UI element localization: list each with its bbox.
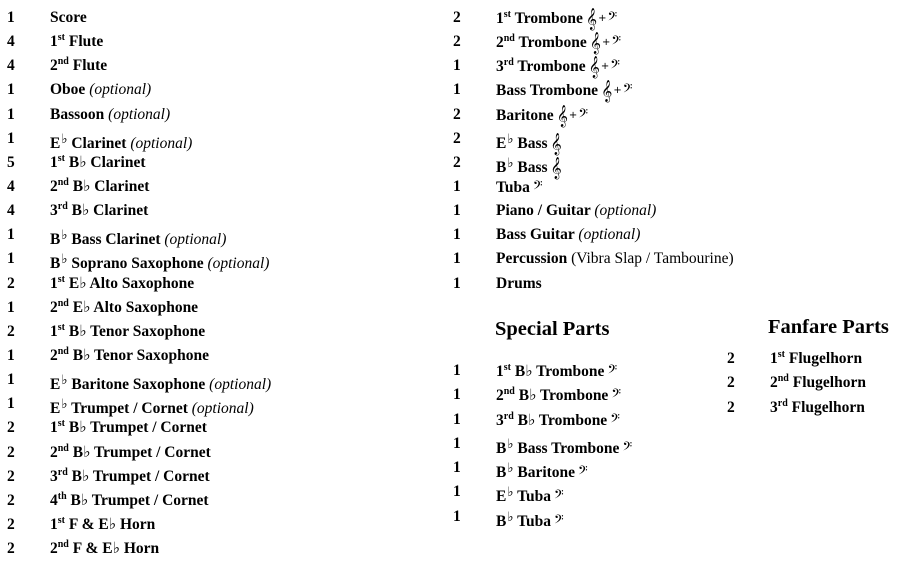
part-name-rest: Bass Trombone	[513, 439, 620, 457]
optional-note: (optional)	[594, 202, 657, 220]
part-name-text: 3	[496, 58, 504, 76]
part-quantity: 2	[7, 419, 15, 437]
part-quantity: 4	[7, 57, 15, 75]
part-name-text: B	[496, 512, 507, 530]
special-parts-list	[453, 359, 713, 529]
part-name	[50, 103, 170, 127]
part-name-rest: B♭ Tenor Saxophone	[68, 346, 209, 364]
part-row	[453, 272, 893, 296]
part-name-text: 2	[50, 346, 58, 364]
part-quantity: 2	[7, 491, 15, 509]
part-name-text: 1	[496, 363, 504, 380]
part-row	[7, 175, 447, 199]
part-quantity: 1	[453, 57, 461, 75]
ordinal-suffix: nd	[503, 386, 515, 398]
part-row	[7, 416, 447, 440]
part-name-rest: Trombone	[513, 58, 586, 76]
optional-note: (optional)	[191, 400, 254, 418]
part-quantity: 1	[7, 81, 15, 99]
part-name-text: 1	[50, 153, 58, 171]
part-name-text: Percussion	[496, 250, 572, 268]
part-name-text: 2	[496, 387, 504, 405]
part-name-rest: Tuba	[513, 488, 551, 506]
part-name	[50, 199, 148, 223]
part-name	[770, 371, 866, 395]
part-quantity: 2	[727, 374, 735, 392]
part-name-rest: Flugelhorn	[787, 398, 865, 416]
part-quantity: 4	[7, 202, 15, 220]
part-row	[453, 383, 713, 407]
part-name	[50, 416, 207, 440]
part-row	[7, 320, 447, 344]
part-quantity: 1	[7, 226, 15, 244]
part-name-rest: Tuba	[513, 512, 551, 530]
part-row	[7, 127, 447, 151]
ordinal-suffix: nd	[57, 56, 69, 68]
flat-symbol: ♭	[61, 372, 68, 388]
part-name-text: 3	[50, 202, 58, 220]
part-name	[496, 199, 656, 223]
ordinal-suffix: nd	[57, 442, 69, 454]
part-name-text: 1	[770, 350, 778, 367]
ordinal-suffix: st	[57, 514, 65, 526]
part-quantity: 2	[727, 398, 735, 416]
part-name	[770, 396, 865, 420]
part-quantity: 1	[453, 177, 461, 195]
treble-clef-icon: 𝄞	[588, 56, 600, 79]
part-name-rest: Bass	[513, 134, 548, 152]
part-row	[453, 54, 893, 78]
part-name	[50, 151, 145, 175]
clef-icons	[554, 512, 564, 530]
part-quantity: 1	[453, 459, 461, 477]
clef-icons	[585, 8, 618, 30]
part-quantity: 1	[7, 371, 15, 389]
optional-note: (optional)	[207, 255, 270, 273]
part-quantity: 1	[7, 395, 15, 413]
part-name-text: 1	[50, 33, 58, 51]
part-quantity: 2	[453, 153, 461, 171]
ordinal-suffix: nd	[57, 345, 69, 357]
part-row	[7, 30, 447, 54]
part-name-rest: B♭ Trumpet / Cornet	[64, 419, 207, 437]
part-name	[496, 103, 588, 128]
flat-symbol: ♭	[61, 251, 68, 267]
part-row	[7, 392, 447, 416]
plus-sign: +	[598, 13, 607, 24]
part-name-text: Oboe	[50, 81, 90, 99]
part-name	[496, 272, 542, 296]
part-name-rest: E♭ Alto Saxophone	[68, 298, 199, 316]
part-name-text: Baritone	[496, 106, 554, 124]
part-name	[50, 296, 198, 320]
part-row	[7, 296, 447, 320]
part-name-text: 2	[50, 443, 58, 461]
flat-symbol: ♭	[507, 435, 514, 451]
flat-symbol: ♭	[61, 396, 68, 412]
part-name-rest: Flute	[68, 57, 108, 75]
part-name-rest: B♭ Tenor Saxophone	[64, 322, 206, 340]
ordinal-suffix: nd	[57, 538, 69, 550]
part-quantity: 4	[7, 177, 15, 195]
part-quantity: 1	[453, 386, 461, 404]
part-name-text: 2	[770, 374, 778, 392]
clef-icons	[588, 56, 620, 79]
part-name-text: 3	[770, 398, 778, 416]
part-name-text: Score	[50, 9, 87, 26]
ordinal-suffix: st	[57, 418, 65, 430]
part-name-rest: B♭ Trumpet / Cornet	[67, 467, 210, 485]
ordinal-suffix: st	[57, 321, 65, 333]
clef-icons	[601, 80, 633, 103]
ordinal-suffix: st	[503, 361, 511, 373]
part-quantity: 1	[453, 483, 461, 501]
part-name-text: 1	[496, 10, 504, 27]
part-row	[727, 371, 897, 395]
part-name	[50, 465, 210, 489]
part-quantity: 5	[7, 153, 15, 171]
flat-symbol: ♭	[507, 130, 514, 146]
treble-clef-icon: 𝄞	[550, 156, 562, 179]
part-row	[453, 505, 713, 529]
part-row	[7, 151, 447, 175]
part-name-text: 3	[50, 467, 58, 485]
plus-sign: +	[600, 61, 610, 73]
ordinal-suffix: st	[503, 8, 511, 20]
ordinal-suffix: rd	[57, 466, 68, 478]
part-row	[453, 199, 893, 223]
part-name-rest: B♭ Trumpet / Cornet	[66, 491, 209, 509]
plus-sign: +	[602, 37, 611, 49]
part-name-rest: B♭ Trombone	[513, 411, 608, 429]
ordinal-suffix: rd	[777, 397, 788, 409]
parts-list-column-2	[453, 6, 893, 296]
part-row	[7, 489, 447, 513]
part-name-rest: Trombone	[514, 34, 587, 52]
part-name-text: Piano / Guitar	[496, 202, 595, 220]
part-quantity: 1	[453, 434, 461, 452]
part-name-rest: Bass	[513, 158, 548, 176]
part-name-rest: E♭ Alto Saxophone	[64, 274, 195, 292]
optional-note: (optional)	[108, 105, 171, 123]
flat-symbol: ♭	[507, 154, 514, 170]
ordinal-suffix: rd	[503, 410, 514, 422]
clef-icons	[589, 32, 622, 55]
part-name-text: Bassoon	[50, 105, 109, 123]
part-quantity: 1	[453, 362, 461, 379]
treble-clef-icon: 𝄞	[556, 104, 568, 127]
part-name	[496, 6, 617, 31]
ordinal-suffix: nd	[503, 32, 515, 44]
part-row	[453, 103, 893, 127]
part-quantity: 2	[7, 322, 15, 340]
part-quantity: 2	[453, 105, 461, 123]
part-quantity: 2	[453, 9, 461, 26]
part-name	[50, 30, 103, 54]
bass-clef-icon: 𝄢	[578, 105, 588, 124]
ordinal-suffix: th	[57, 490, 67, 502]
part-name-rest: Flugelhorn	[784, 350, 863, 367]
part-row	[453, 432, 713, 456]
part-name	[50, 320, 205, 344]
flat-symbol: ♭	[507, 484, 514, 500]
part-name-text: B	[50, 231, 61, 249]
part-quantity: 2	[7, 540, 15, 558]
bass-clef-icon: 𝄢	[532, 177, 543, 196]
optional-note: (optional)	[130, 134, 193, 152]
part-name-text: 2	[50, 540, 58, 558]
part-name-rest: Soprano Saxophone	[67, 255, 208, 273]
part-quantity: 2	[453, 33, 461, 51]
optional-note: (optional)	[164, 231, 227, 249]
part-name-rest: B♭ Clarinet	[68, 177, 150, 195]
part-name-rest: F & E♭ Horn	[64, 515, 156, 533]
ordinal-suffix: nd	[57, 176, 69, 188]
optional-note: (optional)	[89, 81, 152, 99]
part-quantity: 1	[453, 274, 461, 292]
part-name-text: 2	[50, 177, 58, 195]
ordinal-suffix: rd	[57, 200, 68, 212]
part-row	[7, 272, 447, 296]
bass-clef-icon: 𝄢	[611, 33, 622, 52]
part-name-text: 4	[50, 491, 58, 509]
part-row	[7, 247, 447, 271]
clef-icons	[611, 386, 621, 404]
optional-note: (optional)	[578, 226, 641, 244]
part-name-text: 1	[50, 322, 58, 340]
part-row	[453, 30, 893, 54]
clef-icons	[554, 487, 564, 505]
part-detail: (Vibra Slap / Tambourine)	[571, 250, 734, 268]
part-name-rest: Trumpet / Cornet	[67, 400, 192, 418]
part-row	[7, 6, 447, 30]
part-name-rest: B♭ Trumpet / Cornet	[68, 443, 211, 461]
part-name-rest: B♭ Trombone	[514, 387, 609, 405]
part-name-rest: Baritone Saxophone	[67, 376, 210, 394]
treble-clef-icon: 𝄞	[585, 8, 598, 30]
treble-clef-icon: 𝄞	[589, 32, 602, 55]
part-name-text: E	[50, 400, 61, 418]
part-quantity: 1	[453, 226, 461, 244]
plus-sign: +	[613, 85, 622, 97]
bass-clef-icon: 𝄢	[611, 386, 621, 405]
part-name-text: B	[496, 464, 507, 482]
treble-clef-icon: 𝄞	[601, 80, 613, 103]
part-name-text: 3	[496, 411, 504, 429]
part-row	[7, 368, 447, 392]
part-row	[7, 223, 447, 247]
part-quantity: 2	[7, 515, 15, 533]
part-name	[50, 441, 211, 465]
part-quantity: 1	[7, 346, 15, 364]
ordinal-suffix: st	[777, 348, 785, 360]
part-quantity: 2	[727, 350, 735, 367]
part-row	[7, 54, 447, 78]
ordinal-suffix: st	[57, 273, 65, 285]
part-quantity: 2	[453, 129, 461, 147]
part-row	[7, 465, 447, 489]
bass-clef-icon: 𝄢	[554, 487, 564, 506]
flat-symbol: ♭	[507, 508, 514, 524]
part-row	[7, 537, 447, 561]
part-name-text: Bass Trombone	[496, 82, 599, 100]
part-name-text: Bass Guitar	[496, 226, 579, 244]
clef-icons	[550, 156, 562, 179]
part-name	[496, 505, 564, 534]
part-row	[453, 175, 893, 199]
part-name-rest: Flugelhorn	[788, 374, 866, 392]
clef-icons	[622, 439, 632, 457]
part-row	[7, 78, 447, 102]
part-row	[727, 396, 897, 420]
part-name-rest: Clarinet	[67, 134, 131, 152]
plus-sign: +	[568, 109, 578, 121]
flat-symbol: ♭	[61, 130, 68, 146]
part-row	[7, 199, 447, 223]
part-name	[496, 175, 543, 200]
part-quantity: 4	[7, 33, 15, 51]
clef-icons	[578, 463, 588, 481]
part-row	[453, 127, 893, 155]
clef-icons	[550, 132, 562, 155]
part-name	[496, 54, 620, 79]
part-row	[453, 247, 893, 271]
part-name	[496, 247, 734, 271]
treble-clef-icon: 𝄞	[550, 132, 562, 155]
part-quantity: 1	[453, 202, 461, 220]
fanfare-parts-heading: Fanfare Parts	[768, 316, 889, 338]
fanfare-parts-list	[727, 347, 897, 420]
ordinal-suffix: st	[57, 31, 65, 43]
part-quantity: 2	[7, 274, 15, 292]
part-name-text: Tuba	[496, 178, 530, 196]
part-name-text: B	[496, 158, 507, 176]
part-name-rest: B♭ Clarinet	[67, 202, 149, 220]
part-quantity: 1	[7, 250, 15, 268]
part-quantity: 1	[7, 129, 15, 147]
part-quantity: 1	[453, 81, 461, 99]
part-name-text: B	[50, 255, 61, 273]
part-name-text: 2	[50, 57, 58, 75]
part-name	[50, 175, 149, 199]
part-name	[50, 78, 151, 102]
part-name-rest: B♭ Clarinet	[64, 153, 146, 171]
part-name	[50, 272, 194, 296]
ordinal-suffix: nd	[57, 297, 69, 309]
ordinal-suffix: rd	[503, 57, 514, 69]
ordinal-suffix: nd	[777, 373, 789, 385]
part-name	[770, 347, 862, 371]
part-name-rest: Trombone	[510, 10, 583, 27]
part-row	[727, 347, 897, 371]
bass-clef-icon: 𝄢	[578, 463, 588, 482]
part-name-text: E	[50, 134, 61, 152]
bass-clef-icon: 𝄢	[622, 81, 633, 100]
part-name-rest: Flute	[64, 33, 104, 51]
part-name-text: E	[496, 488, 507, 506]
special-parts-heading: Special Parts	[495, 318, 610, 340]
part-name	[496, 408, 620, 433]
part-name-text: 1	[50, 419, 58, 437]
part-quantity: 1	[7, 298, 15, 316]
part-quantity: 1	[453, 507, 461, 525]
part-quantity: 1	[7, 105, 15, 123]
part-row	[7, 344, 447, 368]
part-name-rest: Baritone	[513, 464, 576, 482]
parts-list-column-1	[7, 6, 447, 561]
part-row	[453, 6, 893, 30]
bass-clef-icon: 𝄢	[607, 362, 618, 380]
part-quantity: 1	[7, 9, 15, 26]
part-name	[496, 359, 617, 384]
clef-icons	[610, 411, 620, 429]
part-row	[453, 78, 893, 102]
part-row	[453, 359, 713, 383]
part-name-text: E	[496, 134, 507, 152]
optional-note: (optional)	[209, 376, 272, 394]
part-row	[7, 441, 447, 465]
part-name	[50, 537, 159, 561]
bass-clef-icon: 𝄢	[554, 511, 564, 530]
part-name-rest: Bass Clarinet	[67, 231, 165, 249]
part-name-text: E	[50, 376, 61, 394]
bass-clef-icon: 𝄢	[607, 9, 618, 27]
part-name-text: 2	[50, 298, 58, 316]
part-quantity: 2	[7, 467, 15, 485]
bass-clef-icon: 𝄢	[610, 410, 620, 429]
part-name	[50, 6, 87, 30]
part-name	[50, 513, 155, 537]
part-name	[496, 223, 640, 247]
bass-clef-icon: 𝄢	[610, 57, 620, 76]
clef-icons	[607, 362, 617, 380]
part-name-text: 1	[50, 274, 58, 292]
flat-symbol: ♭	[61, 227, 68, 243]
flat-symbol: ♭	[507, 460, 514, 476]
bass-clef-icon: 𝄢	[622, 438, 633, 457]
part-name	[50, 54, 107, 78]
part-row	[453, 480, 713, 504]
part-quantity: 2	[7, 443, 15, 461]
part-quantity: 1	[453, 410, 461, 428]
part-row	[7, 103, 447, 127]
part-name	[496, 78, 632, 103]
clef-icons	[533, 178, 543, 196]
part-quantity: 1	[453, 250, 461, 268]
part-name	[496, 383, 621, 408]
part-name	[50, 344, 209, 368]
ordinal-suffix: st	[57, 152, 65, 164]
part-name-rest: B♭ Trombone	[510, 363, 605, 380]
part-name	[50, 489, 209, 513]
part-name-text: 1	[50, 515, 58, 533]
part-row	[453, 408, 713, 432]
clef-icons	[556, 104, 588, 127]
part-name-text: Drums	[496, 274, 542, 292]
part-row	[7, 513, 447, 537]
part-row	[453, 223, 893, 247]
part-name-text: B	[496, 439, 507, 457]
part-row	[453, 456, 713, 480]
part-name-rest: F & E♭ Horn	[68, 540, 160, 558]
part-name	[496, 30, 621, 55]
part-name-text: 2	[496, 34, 504, 52]
part-row	[453, 151, 893, 179]
